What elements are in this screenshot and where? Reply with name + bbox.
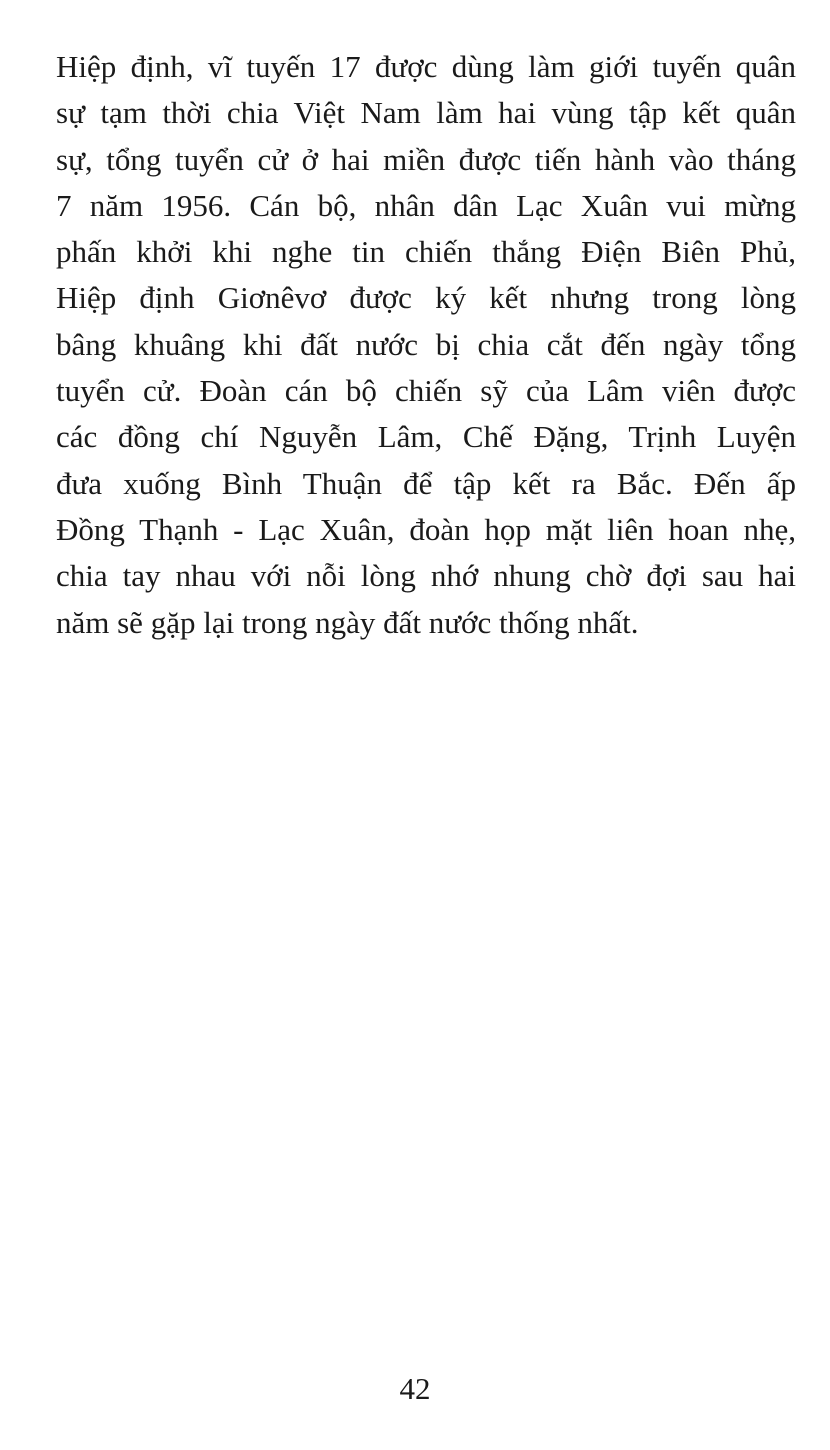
text-line: Đồng Thạnh - Lạc Xuân, đoàn họp mặt liên hoan nhẹ, <box>56 511 796 547</box>
text-line: các đồng chí Nguyễn Lâm, Chế Đặng, Trịnh Luyện <box>56 419 796 455</box>
text-line: Hiệp định Giơnêvơ được ký kết nhưng trong lòng <box>56 280 796 316</box>
text-line: chia tay nhau với nỗi lòng nhớ nhung chờ đợi sau hai <box>56 558 796 594</box>
text-line: Hiệp định, vĩ tuyến 17 được dùng làm giới tuyến quân <box>56 49 796 84</box>
body-paragraph <box>56 44 796 646</box>
page-number: 42 <box>399 1371 431 1406</box>
text-line: năm sẽ gặp lại trong ngày đất nước thống nhất. <box>56 604 639 640</box>
text-line: bâng khuâng khi đất nước bị chia cắt đến ngày tổng <box>56 326 796 362</box>
text-line: 7 năm 1956. Cán bộ, nhân dân Lạc Xuân vui mừng <box>56 187 796 223</box>
text-line: phấn khởi khi nghe tin chiến thắng Điện Biên Phủ, <box>56 234 796 270</box>
text-line: sự tạm thời chia Việt Nam làm hai vùng tập kết quân <box>56 95 796 131</box>
text-line: đưa xuống Bình Thuận để tập kết ra Bắc. Đến ấp <box>56 465 796 501</box>
text-line: tuyển cử. Đoàn cán bộ chiến sỹ của Lâm viên được <box>56 373 796 409</box>
text-line: sự, tổng tuyển cử ở hai miền được tiến hành vào tháng <box>56 141 796 177</box>
